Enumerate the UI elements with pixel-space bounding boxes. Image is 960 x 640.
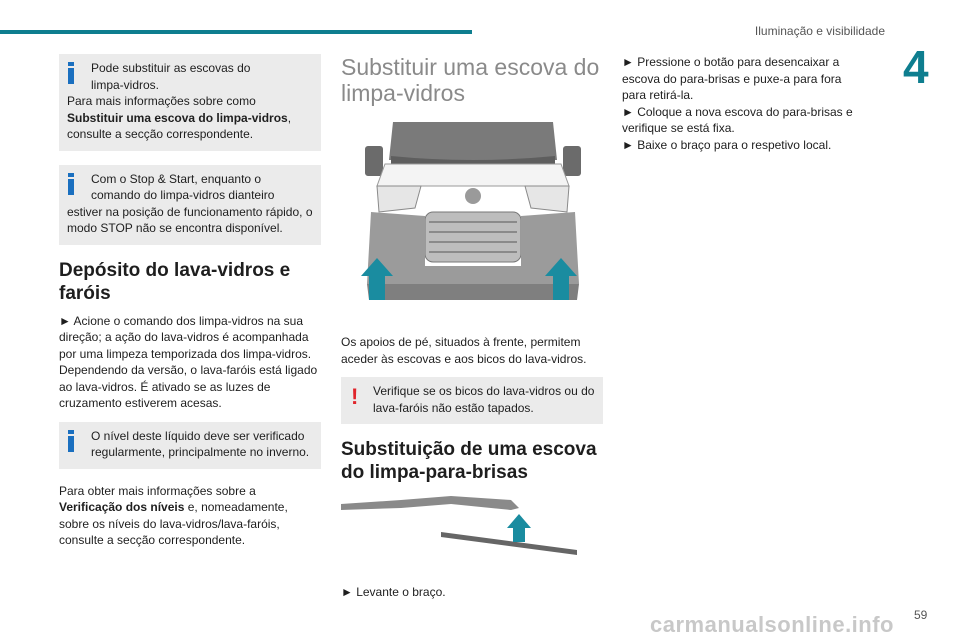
page-title-replace-wiper: Substituir uma escova do limpa-vidros xyxy=(341,54,600,106)
note-comma: , xyxy=(287,110,292,125)
raise-arm-step: ► Levante o braço. xyxy=(341,585,446,599)
note-bold-ref: Substituir uma escova do limpa-vidros xyxy=(67,110,288,125)
info-note-stop-start xyxy=(59,165,321,245)
warning-note-nozzles xyxy=(341,377,603,424)
wiper-svg xyxy=(341,492,603,572)
watermark-text: carmanualsonline.info xyxy=(650,612,894,637)
warning-icon: ! xyxy=(351,384,359,409)
wiper-arm-illustration xyxy=(341,492,603,572)
text: Para obter mais informações sobre a xyxy=(59,483,256,498)
footrest-description: Os apoios de pé, situados à frente, permitem aceder às escovas e aos bicos do lava-vidros. xyxy=(341,335,587,366)
warning-text: Verifique se os bicos do lava-vidros ou do lava-faróis não estão tapados. xyxy=(373,384,595,415)
heading-washer-reservoir: Depósito do lava-vidros e faróis xyxy=(59,259,291,304)
note-line: consulte a secção correspondente. xyxy=(67,127,254,141)
info-icon xyxy=(68,430,74,452)
levels-bold-ref: Verificação dos níveis xyxy=(59,500,185,514)
note-line: Com o Stop & Start, enquanto o xyxy=(91,171,262,186)
heading-replace-windscreen-wiper: Substituição de uma escova do limpa-para-brisas xyxy=(341,439,597,483)
info-icon xyxy=(68,173,74,195)
van-front-illustration xyxy=(341,116,603,316)
note-line: Para mais informações sobre como xyxy=(67,94,256,108)
column-middle xyxy=(341,54,603,611)
step-fit-new-blade: ► Coloque a nova escova do para-brisas e verifique se está fixa. xyxy=(622,104,853,135)
info-icon xyxy=(68,62,74,84)
page-number: 59 xyxy=(914,608,928,622)
info-note-fluid-level xyxy=(59,422,321,469)
washer-instruction: ► Acione o comando dos limpa-vidros na sua direção; a ação do lava-vidros é acompanhada por uma limpeza temporizada dos limpa-vidros. Dependendo da versão, o lava-faróis está ligado ao lava-vidros. É ativado se as luzes de cruzamento estiverem acesas. xyxy=(59,313,318,410)
levels-reference xyxy=(59,483,321,549)
note-line: estiver na posição de funcionamento rápido, o modo STOP não se encontra disponível. xyxy=(67,204,313,235)
step-lower-arm: ► Baixe o braço para o respetivo local. xyxy=(622,137,832,152)
text: e, nomeadamente, sobre os níveis do lava-vidros/lava-faróis, consulte a secção correspondente. xyxy=(59,500,288,547)
chapter-number: 4 xyxy=(903,41,929,93)
column-left xyxy=(59,54,321,559)
note-line: limpa-vidros. xyxy=(91,77,160,92)
section-title: Iluminação e visibilidade xyxy=(754,24,885,38)
info-note-wiper-blades xyxy=(59,54,321,151)
note-line: comando do limpa-vidros dianteiro xyxy=(91,188,275,202)
column-right xyxy=(622,54,862,163)
van-front-svg xyxy=(341,116,603,316)
note-line xyxy=(67,110,313,127)
step-press-button: ► Pressione o botão para desencaixar a escova do para-brisas e puxe-a para fora para retirá-la. xyxy=(622,55,842,102)
header-accent-bar xyxy=(0,30,472,34)
note-line: Pode substituir as escovas do xyxy=(91,61,251,75)
note-text: O nível deste líquido deve ser verificado regularmente, principalmente no inverno. xyxy=(91,428,310,459)
